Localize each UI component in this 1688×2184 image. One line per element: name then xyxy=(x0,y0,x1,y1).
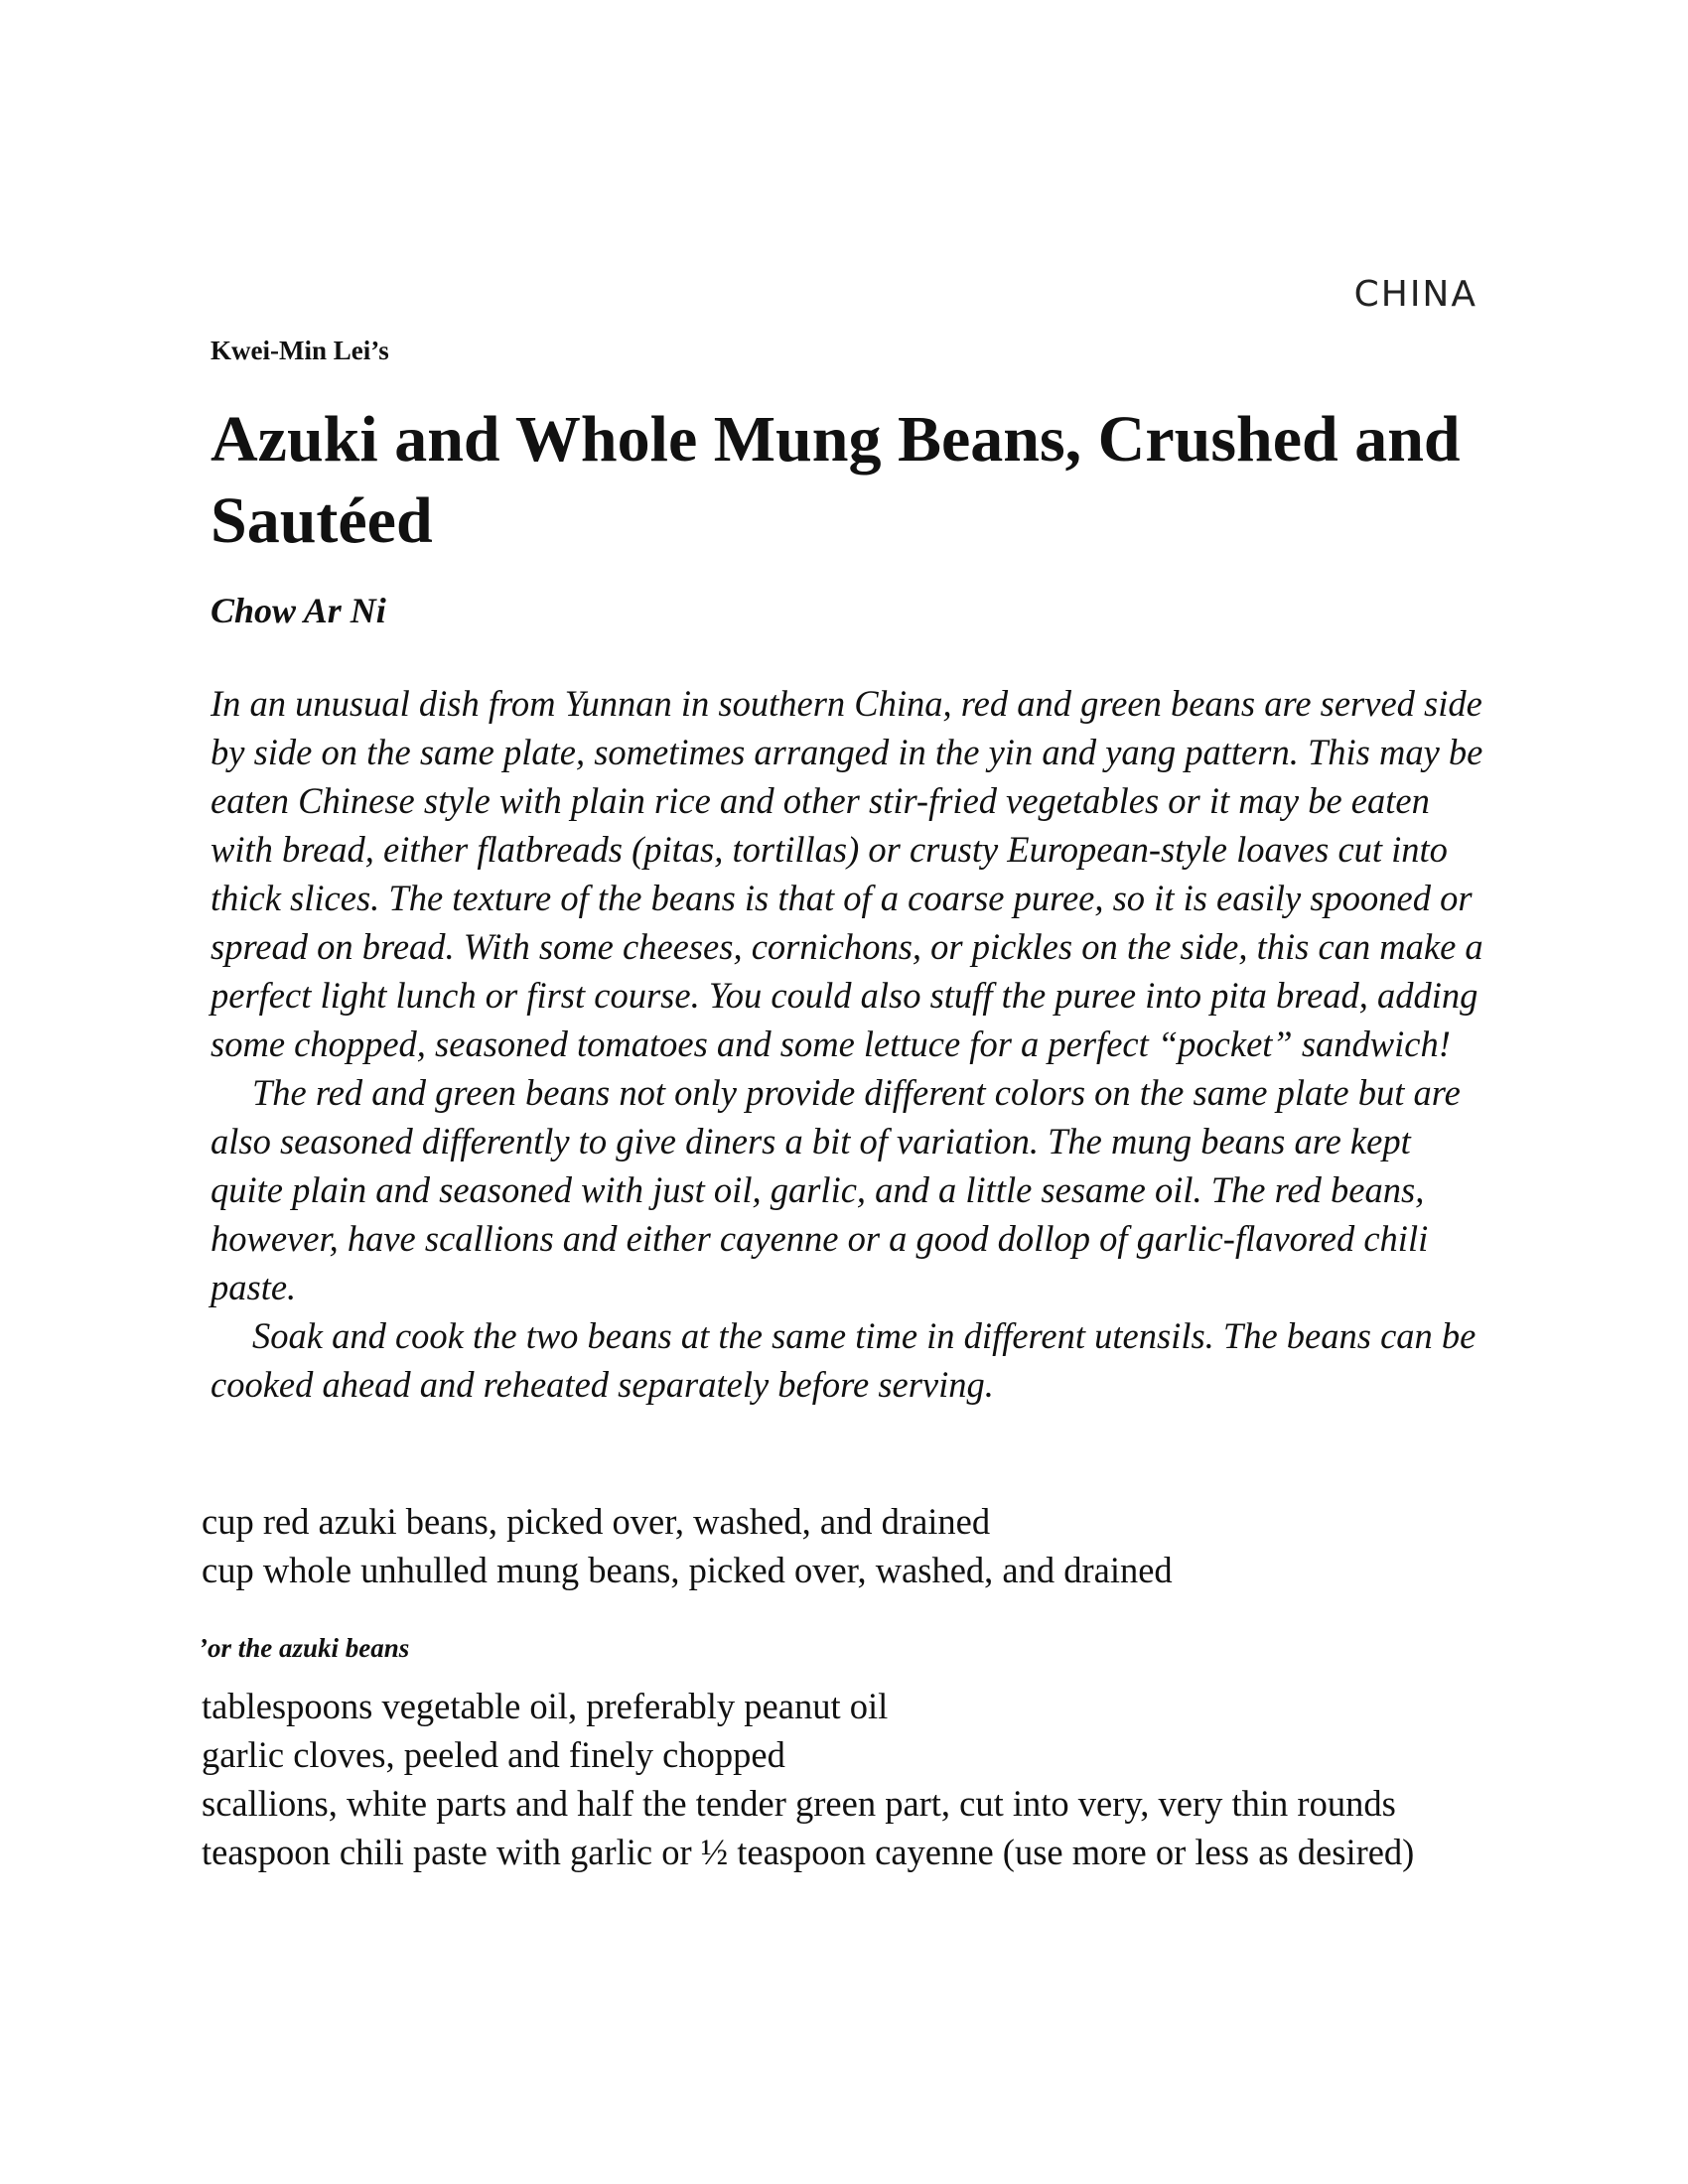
intro-paragraph: Soak and cook the two beans at the same time in different utensils. The beans can be cooked ahead and reheated separately before serving. xyxy=(211,1315,1477,1405)
intro-paragraph: The red and green beans not only provide different colors on the same plate but are also seasoned differently to give diners a bit of variation. The mung beans are kept quite plain and seasoned with just oil, garlic, and a little sesame oil. The red beans, however, have scallions and either cayenne or a good dollop of garlic-flavored chili paste. xyxy=(211,1072,1461,1307)
recipe-intro xyxy=(211,679,1491,1409)
recipe-attribution: Kwei-Min Lei’s xyxy=(211,336,389,365)
recipe-title: Azuki and Whole Mung Beans, Crushed and Sautéed xyxy=(211,403,1461,557)
ingredient-item: scallions, white parts and half the tender green part, cut into very, very thin rounds xyxy=(202,1783,1396,1824)
ingredient-item: cup whole unhulled mung beans, picked over, washed, and drained xyxy=(202,1550,1173,1590)
ingredient-item: garlic cloves, peeled and finely chopped xyxy=(202,1734,785,1775)
ingredient-item: tablespoons vegetable oil, preferably peanut oil xyxy=(202,1686,889,1726)
chapter-label: CHINA xyxy=(1353,274,1477,315)
recipe-native-name: Chow Ar Ni xyxy=(211,591,386,630)
ingredient-item: teaspoon chili paste with garlic or ½ teaspoon cayenne (use more or less as desired) xyxy=(202,1832,1415,1872)
ingredient-group-label: ’or the azuki beans xyxy=(199,1633,410,1663)
intro-paragraph: In an unusual dish from Yunnan in southern China, red and green beans are served side by side on the same plate, sometimes arranged in the yin and yang pattern. This may be eaten Chinese style with plain rice and other stir-fried vegetables or it may be eaten with bread, either flatbreads (pitas, tortillas) or crusty European-style loaves cut into thick slices. The texture of the beans is that of a coarse puree, so it is easily spooned or spread on bread. With some cheeses, cornichons, or pickles on the side, this can make a perfect light lunch or first course. You could also stuff the puree into pita bread, adding some chopped, seasoned tomatoes and some lettuce for a perfect “pocket” sandwich! xyxy=(211,683,1483,1064)
ingredient-item: cup red azuki beans, picked over, washed, and drained xyxy=(202,1501,991,1542)
ingredient-list-azuki xyxy=(202,1682,1492,1876)
ingredient-list-main xyxy=(202,1497,1492,1594)
